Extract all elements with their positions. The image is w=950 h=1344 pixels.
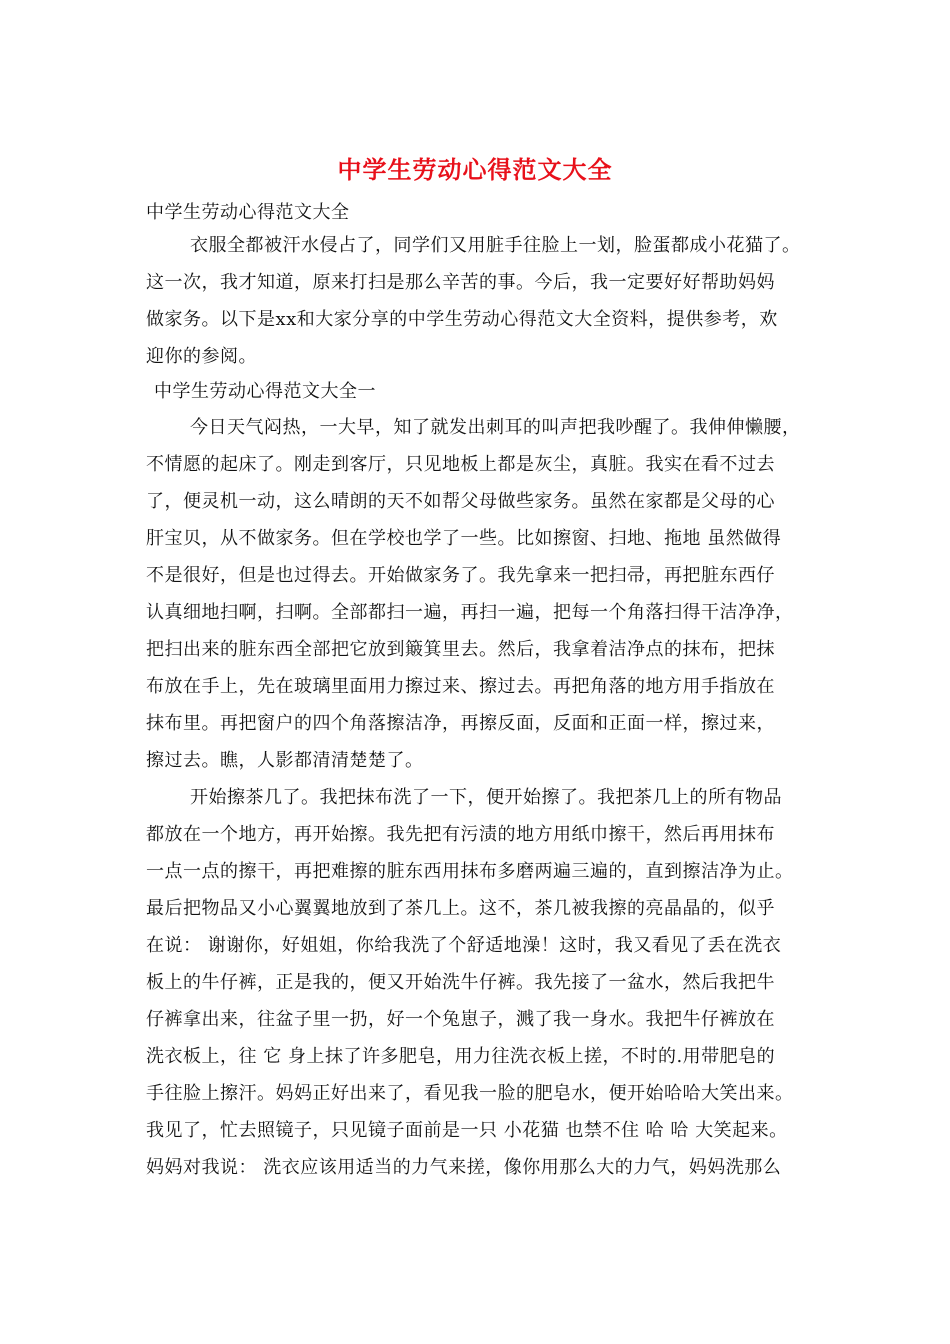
body-line: 手往脸上擦汗。妈妈正好出来了，看见我一脸的肥皂水，便开始哈哈大笑出来。 — [146, 1083, 794, 1104]
body-line: 开始擦茶几了。我把抹布洗了一下，便开始擦了。我把茶几上的所有物品 — [190, 787, 782, 808]
body-line: 把扫出来的脏东西全部把它放到簸箕里去。然后，我拿着洁净点的抹布，把抹 — [146, 639, 775, 660]
body-line: 我见了，忙去照镜子，只见镜子面前是一只 小花猫 也禁不住 哈 哈 大笑起来。 — [146, 1120, 788, 1141]
body-line: 抹布里。再把窗户的四个角落擦洁净，再擦反面，反面和正面一样，擦过来， — [146, 713, 775, 734]
body-line: 不情愿的起床了。刚走到客厅，只见地板上都是灰尘，真脏。我实在看不过去 — [146, 454, 775, 475]
body-line: 肝宝贝，从不做家务。但在学校也学了一些。比如擦窗、扫地、拖地 虽然做得 — [146, 528, 782, 549]
body-line: 板上的牛仔裤，正是我的，便又开始洗牛仔裤。我先接了一盆水，然后我把牛 — [146, 972, 775, 993]
body-line: 衣服全都被汗水侵占了，同学们又用脏手往脸上一划，脸蛋都成小花猫了。 — [190, 235, 801, 256]
body-line: 布放在手上，先在玻璃里面用力擦过来、擦过去。再把角落的地方用手指放在 — [146, 676, 775, 697]
body-line: 不是很好，但是也过得去。开始做家务了。我先拿来一把扫帚，再把脏东西仔 — [146, 565, 775, 586]
body-line: 了，便灵机一动，这么晴朗的天不如帮父母做些家务。虽然在家都是父母的心 — [146, 491, 775, 512]
section-heading: 中学生劳动心得范文大全一 — [154, 381, 376, 402]
body-line: 妈妈对我说： 洗衣应该用适当的力气来搓，像你用那么大的力气，妈妈洗那么 — [146, 1157, 782, 1178]
body-line: 擦过去。瞧，人影都清清楚楚了。 — [146, 750, 424, 771]
body-line: 洗衣板上，往 它 身上抹了许多肥皂，用力往洗衣板上搓，不时的.用带肥皂的 — [146, 1046, 776, 1067]
body-line: 做家务。以下是xx和大家分享的中学生劳动心得范文大全资料，提供参考，欢 — [146, 309, 778, 330]
subtitle-line: 中学生劳动心得范文大全 — [146, 202, 350, 223]
body-line: 认真细地扫啊，扫啊。全部都扫一遍，再扫一遍，把每一个角落扫得干洁净净， — [146, 602, 794, 623]
body-line: 在说： 谢谢你，好姐姐，你给我洗了个舒适地澡！这时，我又看见了丢在洗衣 — [146, 935, 782, 956]
body-line: 迎你的参阅。 — [146, 346, 257, 367]
body-line: 今日天气闷热，一大早，知了就发出刺耳的叫声把我吵醒了。我伸伸懒腰， — [190, 417, 801, 438]
page-title: 中学生劳动心得范文大全 — [337, 155, 613, 184]
body-line: 最后把物品又小心翼翼地放到了茶几上。这不，茶几被我擦的亮晶晶的，似乎 — [146, 898, 775, 919]
body-line: 这一次，我才知道，原来打扫是那么辛苦的事。今后，我一定要好好帮助妈妈 — [146, 272, 775, 293]
body-line: 一点一点的擦干，再把难擦的脏东西用抹布多磨两遍三遍的，直到擦洁净为止。 — [146, 861, 794, 882]
body-line: 仔裤拿出来，往盆子里一扔，好一个兔崽子，溅了我一身水。我把牛仔裤放在 — [146, 1009, 775, 1030]
body-line: 都放在一个地方，再开始擦。我先把有污渍的地方用纸巾擦干，然后再用抹布 — [146, 824, 775, 845]
